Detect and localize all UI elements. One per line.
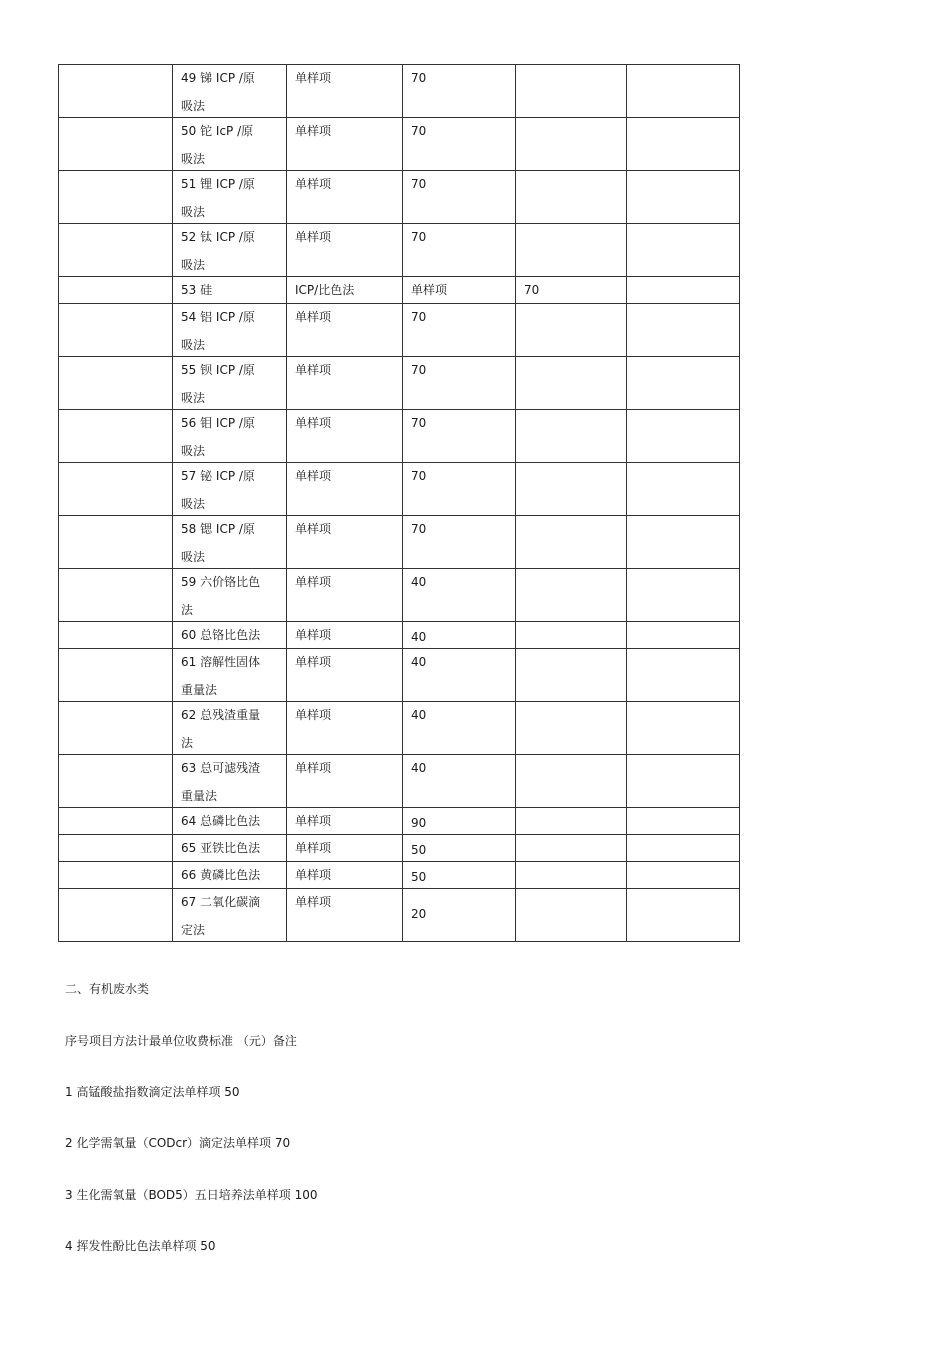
item-name: 50 铊 IcP /原 <box>181 124 254 138</box>
table-row <box>59 808 740 835</box>
list-item: 3 生化需氧量（BOD5）五日培养法单样项 100 <box>65 1188 318 1202</box>
item-unit: 单样项 <box>295 416 332 430</box>
item-name: 60 总铬比色法 <box>181 628 261 642</box>
item-unit: 单样项 <box>295 575 332 589</box>
item-price: 70 <box>411 71 427 85</box>
item-price: 70 <box>411 310 427 324</box>
item-price: 70 <box>411 469 427 483</box>
list-item: 1 高锰酸盐指数滴定法单样项 50 <box>65 1085 240 1099</box>
item-unit: 单样项 <box>295 841 332 855</box>
item-name-cont: 吸法 <box>181 99 206 113</box>
table-row <box>59 569 740 622</box>
table-row <box>59 65 740 118</box>
item-unit: 单样项 <box>295 310 332 324</box>
item-name: 64 总磷比色法 <box>181 814 261 828</box>
section-title: 二、有机废水类 <box>65 982 150 996</box>
item-name: 61 溶解性固体 <box>181 655 261 669</box>
item-name: 49 锑 ICP /原 <box>181 71 255 85</box>
item-name: 58 锶 ICP /原 <box>181 522 255 536</box>
item-unit: 单样项 <box>295 230 332 244</box>
item-price: 70 <box>411 230 427 244</box>
item-name-cont: 吸法 <box>181 258 206 272</box>
item-name: 55 钡 ICP /原 <box>181 363 255 377</box>
item-price: 50 <box>411 870 427 884</box>
item-name: 65 亚铁比色法 <box>181 841 261 855</box>
item-name-cont: 吸法 <box>181 205 206 219</box>
item-name-cont: 吸法 <box>181 550 206 564</box>
item-price: 20 <box>411 907 427 921</box>
item-unit: 单样项 <box>295 363 332 377</box>
item-price: 40 <box>411 655 427 669</box>
item-name: 59 六价铬比色 <box>181 575 261 589</box>
item-name-cont: 吸法 <box>181 338 206 352</box>
item-price: 70 <box>524 283 540 297</box>
list-item: 2 化学需氧量（CODcr）滴定法单样项 70 <box>65 1136 291 1150</box>
item-name-cont: 重量法 <box>181 789 218 803</box>
item-unit: 单样项 <box>295 522 332 536</box>
item-name-cont: 吸法 <box>181 444 206 458</box>
section-header: 序号项目方法计最单位收费标准 （元）备注 <box>65 1034 297 1048</box>
table-row <box>59 835 740 862</box>
item-name: 56 钼 ICP /原 <box>181 416 255 430</box>
table-row <box>59 410 740 463</box>
item-unit: 单样项 <box>295 71 332 85</box>
item-unit: 单样项 <box>295 177 332 191</box>
item-price: 40 <box>411 708 427 722</box>
list-item: 4 挥发性酚比色法单样项 50 <box>65 1239 216 1253</box>
item-name-cont: 吸法 <box>181 152 206 166</box>
item-unit: 单样项 <box>295 708 332 722</box>
item-name-cont: 法 <box>181 603 194 617</box>
item-name-cont: 吸法 <box>181 497 206 511</box>
item-name: 63 总可滤残渣 <box>181 761 261 775</box>
item-unit: 单样项 <box>295 628 332 642</box>
item-name-cont: 定法 <box>181 923 206 937</box>
table-row <box>59 862 740 889</box>
item-name: 66 黄磷比色法 <box>181 868 261 882</box>
item-unit: 单样项 <box>411 283 448 297</box>
item-price: 50 <box>411 843 427 857</box>
item-name-cont: 法 <box>181 736 194 750</box>
table-row <box>59 171 740 224</box>
table-row <box>59 463 740 516</box>
item-unit: 单样项 <box>295 814 332 828</box>
item-unit: 单样项 <box>295 469 332 483</box>
table-row <box>59 277 740 304</box>
item-price: 70 <box>411 416 427 430</box>
item-unit: 单样项 <box>295 868 332 882</box>
table-row <box>59 702 740 755</box>
item-name-cont: 重量法 <box>181 683 218 697</box>
table-row <box>59 755 740 808</box>
table-row <box>59 649 740 702</box>
item-name: 67 二氧化碳滴 <box>181 895 261 909</box>
item-unit: 单样项 <box>295 895 332 909</box>
item-price: 40 <box>411 630 427 644</box>
item-price: 70 <box>411 177 427 191</box>
item-name: 57 铋 ICP /原 <box>181 469 255 483</box>
item-unit: 单样项 <box>295 761 332 775</box>
item-price: 90 <box>411 816 427 830</box>
item-unit: 单样项 <box>295 655 332 669</box>
item-name: 51 锂 ICP /原 <box>181 177 255 191</box>
table-row <box>59 304 740 357</box>
fee-table <box>58 64 740 942</box>
item-method: ICP/比色法 <box>295 283 355 297</box>
item-price: 40 <box>411 575 427 589</box>
item-price: 70 <box>411 522 427 536</box>
item-name-cont: 吸法 <box>181 391 206 405</box>
item-name: 53 硅 <box>181 283 213 297</box>
table-row <box>59 516 740 569</box>
item-unit: 单样项 <box>295 124 332 138</box>
table-row <box>59 357 740 410</box>
table-row <box>59 889 740 942</box>
item-price: 70 <box>411 124 427 138</box>
item-name: 62 总残渣重量 <box>181 708 261 722</box>
item-price: 40 <box>411 761 427 775</box>
item-name: 52 钛 ICP /原 <box>181 230 255 244</box>
table-row <box>59 622 740 649</box>
item-name: 54 铝 ICP /原 <box>181 310 255 324</box>
table-row <box>59 118 740 171</box>
item-price: 70 <box>411 363 427 377</box>
table-row <box>59 224 740 277</box>
